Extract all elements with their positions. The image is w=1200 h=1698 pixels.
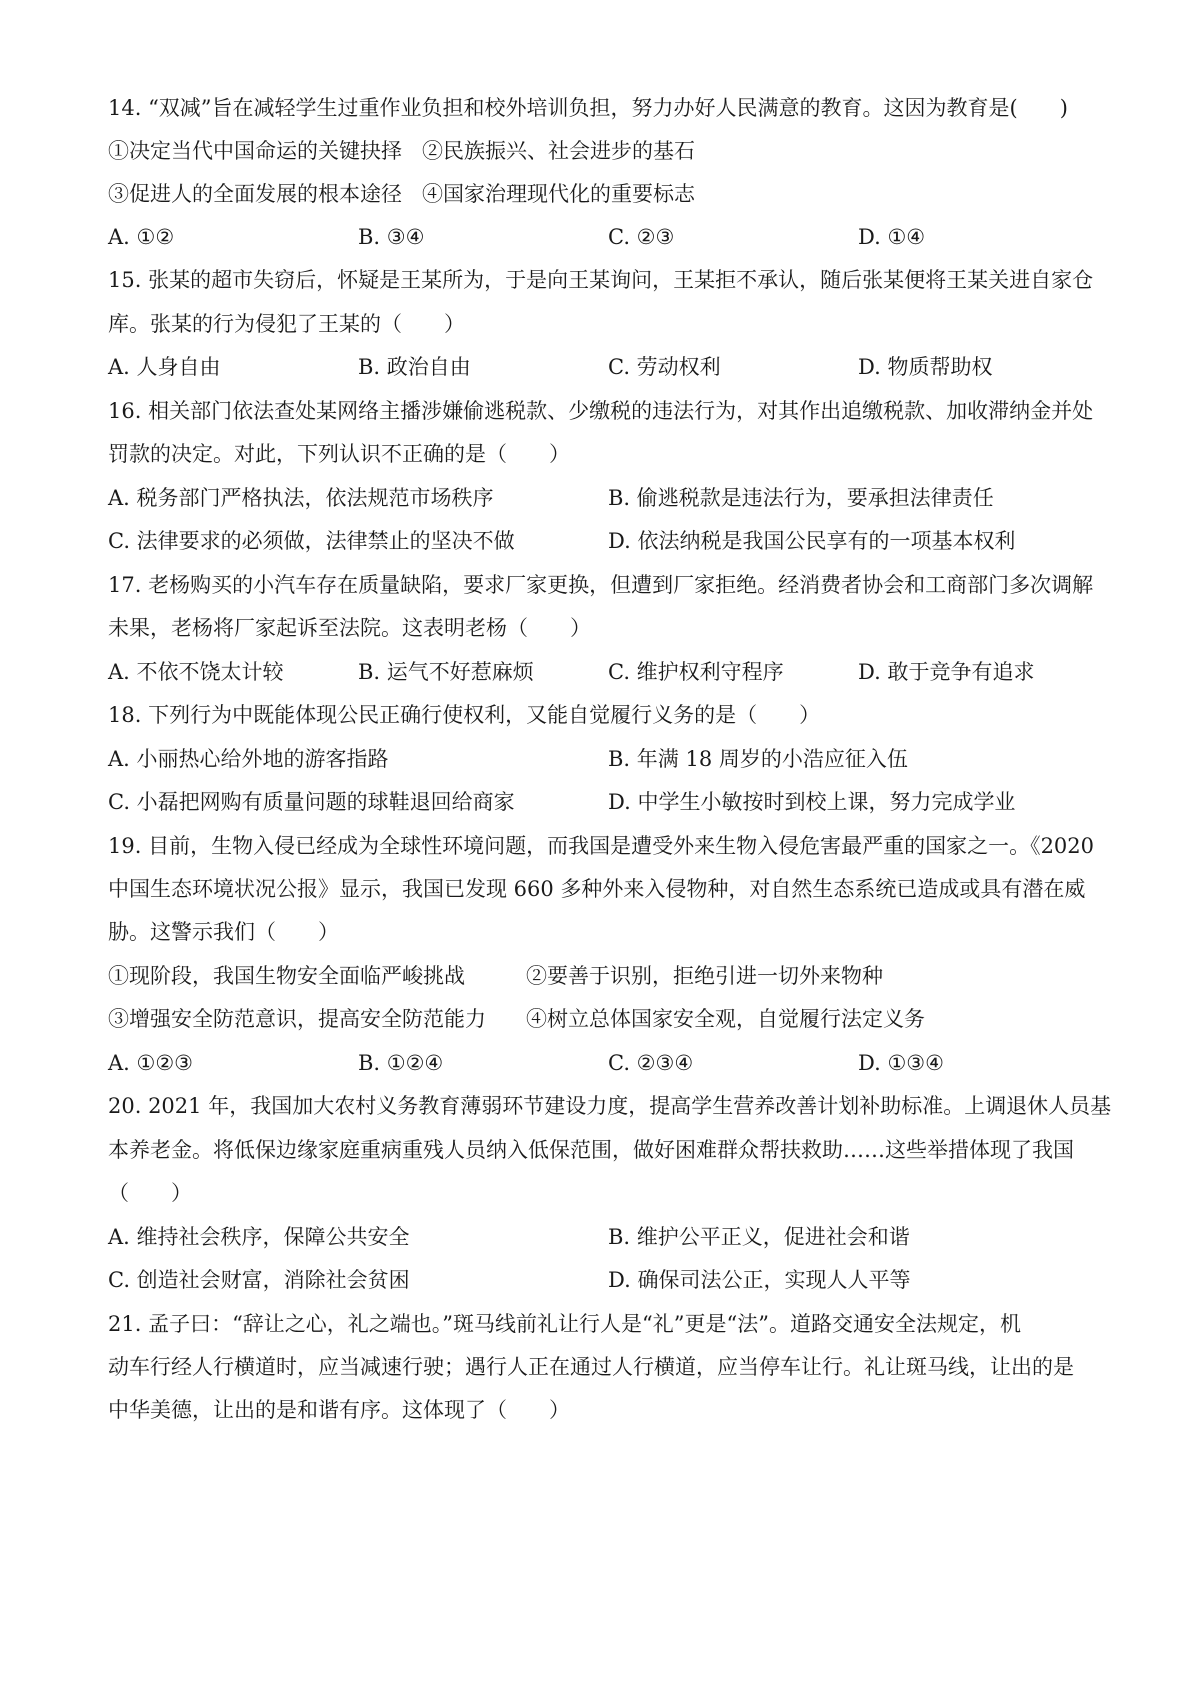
option-c[interactable]: C. 小磊把网购有质量问题的球鞋退回给商家 (108, 790, 515, 814)
question-14-stem-line-1: 14. “双减”旨在减轻学生过重作业负担和校外培训负担，努力办好人民满意的教育。这因为教育是( ) (108, 96, 1068, 120)
option-d[interactable]: D. 依法纳税是我国公民享有的一项基本权利 (608, 529, 1016, 553)
statement-2: ②民族振兴、社会进步的基石 (422, 139, 695, 163)
question-21-stem-line-3: 中华美德，让出的是和谐有序。这体现了（ ） (108, 1398, 570, 1422)
question-20-stem-line-1: 20. 2021 年，我国加大农村义务教育薄弱环节建设力度，提高学生营养改善计划补助标准。上调退休人员基 (108, 1094, 1112, 1118)
option-c[interactable]: C. 创造社会财富，消除社会贫困 (108, 1268, 410, 1292)
question-15-stem-line-1: 15. 张某的超市失窃后，怀疑是王某所为，于是向王某询问，王某拒不承认，随后张某便将王某关进自家仓 (108, 268, 1094, 292)
question-15-stem-line-2: 库。张某的行为侵犯了王某的（ ） (108, 312, 465, 336)
option-d[interactable]: D. 物质帮助权 (858, 355, 993, 379)
question-19-stem-line-1: 19. 目前，生物入侵已经成为全球性环境问题，而我国是遭受外来生物入侵危害最严重的国家之一。《2020 (108, 834, 1095, 858)
option-b[interactable]: B. ①②④ (358, 1051, 444, 1075)
option-c[interactable]: C. 法律要求的必须做，法律禁止的坚决不做 (108, 529, 515, 553)
option-a[interactable]: A. 维持社会秩序，保障公共安全 (108, 1225, 410, 1249)
option-b[interactable]: B. 偷逃税款是违法行为，要承担法律责任 (608, 486, 994, 510)
statement-3: ③增强安全防范意识，提高安全防范能力 (108, 1007, 486, 1031)
question-19-stem-line-2: 中国生态环境状况公报》显示，我国已发现 660 多种外来入侵物种，对自然生态系统已造成或具有潜在威 (108, 877, 1086, 901)
statement-1: ①决定当代中国命运的关键抉择 (108, 139, 402, 163)
option-c[interactable]: C. 维护权利守程序 (608, 660, 784, 684)
option-a[interactable]: A. 不依不饶太计较 (108, 660, 284, 684)
question-19-stem-line-3: 胁。这警示我们（ ） (108, 920, 339, 944)
question-17-stem-line-2: 未果，老杨将厂家起诉至法院。这表明老杨（ ） (108, 616, 591, 640)
question-16-stem-line-1: 16. 相关部门依法查处某网络主播涉嫌偷逃税款、少缴税的违法行为，对其作出追缴税款、加收滞纳金并处 (108, 399, 1094, 423)
option-d[interactable]: D. 确保司法公正，实现人人平等 (608, 1268, 911, 1292)
statement-4: ④国家治理现代化的重要标志 (422, 182, 695, 206)
statement-2: ②要善于识别，拒绝引进一切外来物种 (526, 964, 883, 988)
option-d[interactable]: D. ①③④ (858, 1051, 944, 1075)
option-d[interactable]: D. ①④ (858, 225, 926, 249)
option-a[interactable]: A. 税务部门严格执法，依法规范市场秩序 (108, 486, 494, 510)
question-20-stem-line-2: 本养老金。将低保边缘家庭重病重残人员纳入低保范围，做好困难群众帮扶救助……这些举措体现了我国 (108, 1138, 1074, 1162)
option-b[interactable]: B. 政治自由 (358, 355, 471, 379)
option-b[interactable]: B. 维护公平正义，促进社会和谐 (608, 1225, 910, 1249)
option-c[interactable]: C. ②③ (608, 225, 675, 249)
question-16-stem-line-2: 罚款的决定。对此，下列认识不正确的是（ ） (108, 442, 570, 466)
question-20-stem-line-3: （ ） (108, 1181, 192, 1205)
option-d[interactable]: D. 中学生小敏按时到校上课，努力完成学业 (608, 790, 1016, 814)
question-21-stem-line-2: 动车行经人行横道时，应当减速行驶；遇行人正在通过人行横道，应当停车让行。礼让斑马线，让出的是 (108, 1355, 1074, 1379)
question-21-stem-line-1: 21. 孟子曰：“辞让之心，礼之端也。”斑马线前礼让行人是“礼”更是“法”。道路交通安全法规定，机 (108, 1312, 1021, 1336)
question-18-stem-line-1: 18. 下列行为中既能体现公民正确行使权利，又能自觉履行义务的是（ ） (108, 703, 821, 727)
option-b[interactable]: B. ③④ (358, 225, 425, 249)
option-a[interactable]: A. 人身自由 (108, 355, 221, 379)
statement-1: ①现阶段，我国生物安全面临严峻挑战 (108, 964, 465, 988)
option-c[interactable]: C. ②③④ (608, 1051, 694, 1075)
option-d[interactable]: D. 敢于竞争有追求 (858, 660, 1035, 684)
option-a[interactable]: A. 小丽热心给外地的游客指路 (108, 747, 389, 771)
option-b[interactable]: B. 年满 18 周岁的小浩应征入伍 (608, 747, 908, 771)
option-a[interactable]: A. ①② (108, 225, 175, 249)
option-c[interactable]: C. 劳动权利 (608, 355, 721, 379)
option-a[interactable]: A. ①②③ (108, 1051, 193, 1075)
statement-3: ③促进人的全面发展的根本途径 (108, 182, 402, 206)
question-17-stem-line-1: 17. 老杨购买的小汽车存在质量缺陷，要求厂家更换，但遭到厂家拒绝。经消费者协会和工商部门多次调解 (108, 573, 1094, 597)
option-b[interactable]: B. 运气不好惹麻烦 (358, 660, 534, 684)
statement-4: ④树立总体国家安全观，自觉履行法定义务 (526, 1007, 925, 1031)
